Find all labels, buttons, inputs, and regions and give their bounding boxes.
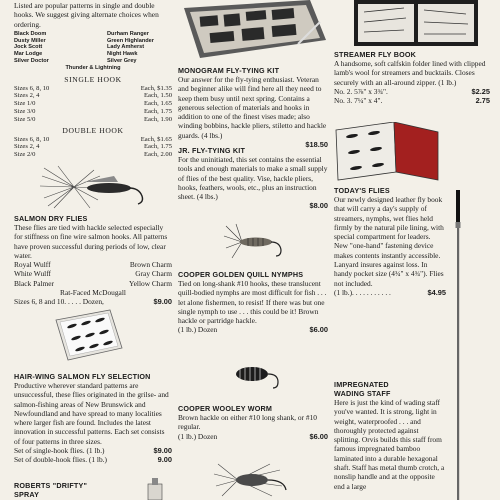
wading-staff-heading: IMPREGNATED [334,380,389,389]
price-row: Sizes 6, 8, 10 Each, $1.35 [14,84,172,92]
price-line: (1 lb.) Dozen $6.00 [178,325,328,335]
pattern: Mar Lodge [14,51,43,58]
pattern: Black Palmer [14,278,55,288]
price-row: Size 5/0 Each, 1.90 [14,115,172,123]
price-line: (1 lb.). . . . . . . . . . . $4.95 [334,287,446,297]
wading-staff-section [334,380,446,491]
price-line: No. 3. 7¼" x 4". 2.75 [334,96,490,106]
salmon-dry-flies-section [14,214,172,306]
pattern-list [14,31,172,72]
todays-flies-book-photo [334,122,442,182]
spray-can-image [142,476,168,500]
hairwing-section [14,372,172,465]
price: $9.00 [153,446,172,456]
price: $9.00 [153,297,172,307]
pattern: Lady Amherst [107,44,145,51]
todays-flies-body: Our newly designed leather fly book that will carry a day's supply of streamers, nymphs, wet flies held firmly by the natural pile lining, with special compartment for leaders. New "one-hand" fastening device makes contents instantly accessible. Lanyard insures against loss. In handy pocket size (4¾" x 4¾"). Flies not included. [334,195,444,288]
golden-quill-section [178,270,328,335]
monogram-kit-body: Our answer for the fly-tying enthusiast. Veteran and beginner alike will find here all they need to keep them busy until next spring. Contains a generous selection of materials and hooks in addition to one of the finest vises made; also winding bobbins, hackle pliers, stiletto and hackle guards. (4 lbs.) [178,75,327,140]
price-line: (1 lb.) Dozen $6.00 [178,431,328,441]
price-row: Sizes 2, 4 Each, 1.75 [14,143,172,151]
salmon-dry-flies-heading: SALMON DRY FLIES [14,214,88,223]
jr-kit-body: For the uninitiated, this set contains the essential tools and enough materials to make a small supply of flies of the best quality. Vise, hackle pliers, hooks, feathers, wools, etc., plus an instruction sheet. (4 lbs.) [178,155,328,202]
pattern: Thunder & Lightning [65,64,121,71]
price-line: Set of single-hook flies. (1 lb.) $9.00 [14,446,172,456]
price: $18.50 [305,140,328,150]
pattern: Jock Scott [14,44,43,51]
jr-kit-heading: JR. FLY-TYING KIT [178,146,246,155]
pattern: Night Hawk [107,51,138,58]
wading-staff-heading-2: WADING STAFF [334,389,391,398]
double-hook-title: DOUBLE HOOK [62,125,124,135]
price: 9.00 [157,455,172,465]
golden-quill-body: Tied on long-shank #10 hooks, these translucent quill-bodied nymphs are most difficult for fish . . . let alone fishermen, to resist! If there was but one single nymph to use . . . this could be it! Brown hackle or partridge hackle. [178,279,327,326]
fly-tying-kit-photo [180,0,328,62]
price-row: Sizes 6, 8, 10 Each, $1.65 [14,135,172,143]
column-middle [178,0,328,500]
woolly-worm-section [178,404,328,441]
todays-flies-section [334,186,446,297]
single-hook-title: SINGLE HOOK [64,74,122,84]
streamer-fly-book-heading: STREAMER FLY BOOK [334,50,417,59]
column-right [334,0,490,500]
pattern: Silver Doctor [14,58,49,65]
price-row: Size 2/0 Each, 2.00 [14,151,172,159]
price-line [178,201,328,210]
pattern: Royal Wulff [14,260,51,270]
price-row: Size 1/0 Each, 1.65 [14,100,172,108]
price-line: No. 2. 5⅞" x 3¾". $2.25 [334,86,490,96]
salmon-dry-fly-photo [14,162,164,212]
jr-kit-section [178,146,328,211]
streamer-fly-book-body: A handsome, soft calfskin folder lined with clipped lamb's wool for streamers and bucktails. Closes securely with an all-around zipper. (1 lb.) [334,59,486,87]
fly-photo-bottom [208,458,298,500]
golden-quill-heading: COOPER GOLDEN QUILL NYMPHS [178,270,304,279]
pattern: White Wulff [14,269,51,279]
golden-quill-nymph-photo [218,216,288,266]
column-left [14,0,172,500]
price: $6.00 [309,325,328,335]
pattern: Dusty Miller [14,37,46,44]
woolly-worm-photo [218,352,288,396]
pattern: Gray Charm [135,269,172,279]
pattern: Green Highlander [107,37,154,44]
wading-staff-body: Here is just the kind of wading staff you've wanted. It is strong, light in weight, waterproofed . . . and thoroughly protected against splitting. Orvis builds this staff from famous impregnated bamboo laminated into a durable hexagonal shaft. Staff has metal thumb crotch, a nonslip handle and at the opposite end a large [334,398,445,491]
pattern: Brown Charm [129,260,172,270]
intro-text: Listed are popular patterns in single and double hooks. We suggest giving alternate choices when ordering. [14,1,159,29]
wading-staff-image [450,190,466,500]
hairwing-body: Productive wherever standard patterns are unsuccessful, these flies originated in the grilse- and salmon-fishing areas of New Brunswick and Newfoundland and have spread to many localities where larger fish are found. Includes the latest innovation in successful patterns. Each set consists of four patterns in three sizes. [14,381,169,446]
hairwing-fly-box-photo [54,308,124,362]
price-row: Size 3/0 Each, 1.75 [14,108,172,116]
single-hook-prices [14,85,172,124]
streamer-fly-book-photo [354,0,478,46]
pattern: Silver Grey [107,58,137,65]
salmon-dry-flies-body: These flies are tied with hackle selected especially for stiffness on fine wire salmon hooks. All patterns have proven successful during periods of low, clear water. [14,223,168,260]
monogram-kit-heading: MONOGRAM FLY-TYING KIT [178,66,280,75]
pattern: Yellow Charm [129,278,172,288]
roberts-heading-2: SPRAY [14,490,40,499]
todays-flies-heading: TODAY'S FLIES [334,186,390,195]
woolly-worm-body: Brown hackle on either #10 long shank, or #10 regular. [178,413,317,432]
pattern: Rat-Faced McDougall [60,287,126,297]
streamer-fly-book-section [334,50,490,105]
hairwing-heading: HAIR-WING SALMON FLY SELECTION [14,372,151,381]
price: $4.95 [427,287,446,297]
price-line: Sizes 6, 8 and 10. . . . . Dozen, $9.00 [14,297,172,307]
price: 2.75 [475,96,490,106]
pattern: Black Doom [14,30,47,37]
price: $8.00 [309,201,328,211]
pattern: Durham Ranger [107,30,149,37]
woolly-worm-heading: COOPER WOOLEY WORM [178,404,273,413]
price: $6.00 [309,431,328,441]
price-line: Set of double-hook flies. (1 lb.) 9.00 [14,455,172,465]
roberts-heading: ROBERTS "DRIFTY" [14,481,88,490]
price-row: Sizes 2, 4 Each, 1.50 [14,92,172,100]
price: $2.25 [471,86,490,96]
monogram-kit-section [178,66,328,149]
double-hook-prices [14,136,172,159]
